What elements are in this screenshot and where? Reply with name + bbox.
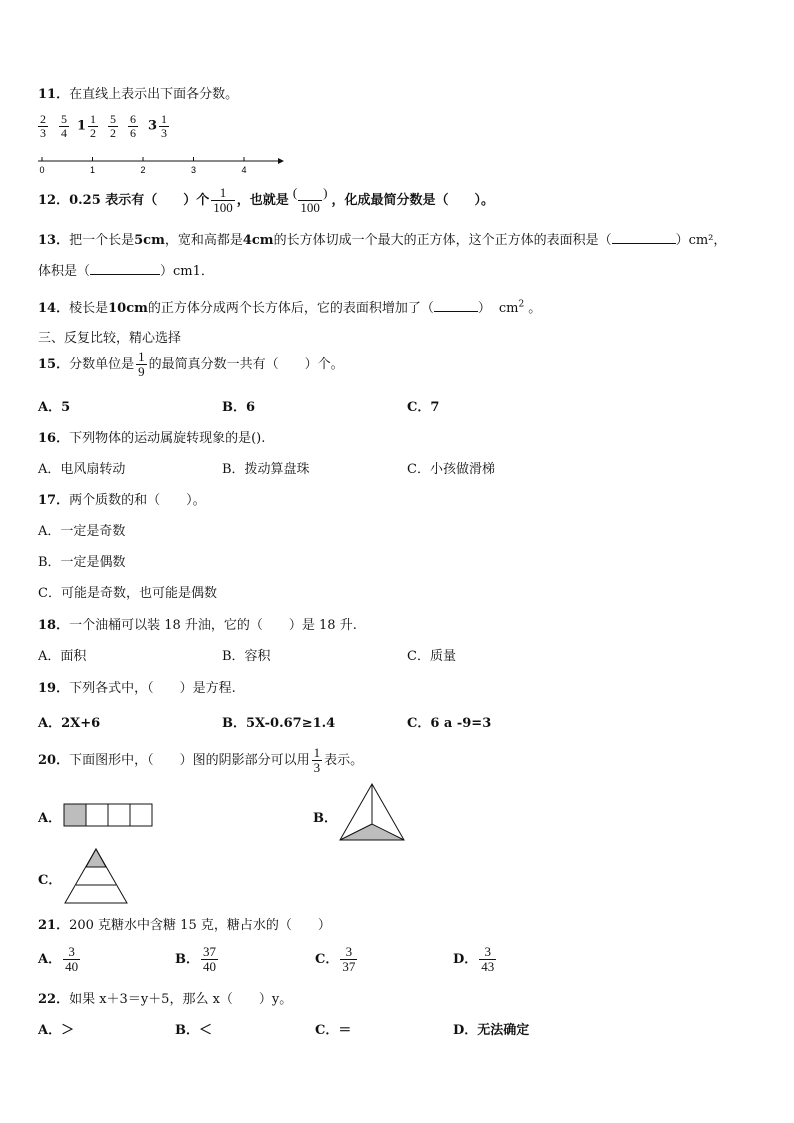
q16-option-c[interactable]: C．小孩做滑梯 xyxy=(407,462,495,477)
number-line-arrow xyxy=(278,158,284,164)
q20-option-a-label[interactable]: A． xyxy=(38,811,62,826)
q14-blank[interactable] xyxy=(434,311,478,312)
q13-blank-1[interactable] xyxy=(612,243,676,244)
q20-figure-c-shaded-part xyxy=(86,849,106,867)
q19-option-c[interactable]: C．6 a -9=3 xyxy=(407,716,492,731)
q22-option-c[interactable]: C．＝ xyxy=(315,1023,352,1038)
q20-figure-c[interactable] xyxy=(63,847,129,905)
q18-option-a[interactable]: A．面积 xyxy=(38,649,87,664)
q11-fraction-3: 1 $\frac{1}{2}$ xyxy=(77,112,97,140)
q17-option-c[interactable]: C．可能是奇数，也可能是偶数 xyxy=(38,586,217,601)
q17-option-a[interactable]: A．一定是奇数 xyxy=(38,524,126,539)
q19-option-b[interactable]: B．5X-0.67≥1.4 xyxy=(222,716,336,731)
q21-option-b[interactable]: B． $\frac{37}{40}$ xyxy=(175,944,216,974)
q15-option-a[interactable]: A．5 xyxy=(38,400,71,415)
q15-option-c[interactable]: C．7 xyxy=(407,400,440,415)
q15-option-b[interactable]: B．6 xyxy=(222,400,256,415)
q21-option-a[interactable]: A． $\frac{3}{40}$ xyxy=(38,944,79,974)
q21-option-d[interactable]: D． $\frac{3}{43}$ xyxy=(453,944,495,974)
q17-text: 17．两个质数的和（ ）。 xyxy=(38,493,206,508)
q20-figure-a[interactable] xyxy=(63,803,155,828)
q13-blank-2[interactable] xyxy=(90,274,160,275)
q11-fraction-5: $\frac{6}{6}$ xyxy=(130,112,136,140)
q18-option-b[interactable]: B．容积 xyxy=(222,649,271,664)
q20-figure-a-cell xyxy=(130,804,152,826)
q20-option-c-label[interactable]: C． xyxy=(38,873,62,888)
q20-figure-a-shaded-cell xyxy=(64,804,86,826)
number-line-tick-label: 3 xyxy=(190,165,197,175)
q21-text: 21．200 克糖水中含糖 15 克，糖占水的（ ） xyxy=(38,918,331,933)
q11-fraction-2: $\frac{5}{4}$ xyxy=(61,112,67,140)
q16-option-b[interactable]: B．拨动算盘珠 xyxy=(222,462,310,477)
number-line xyxy=(34,152,284,176)
number-line-tick-label: 1 xyxy=(89,165,96,175)
q11-text: 11．在直线上表示出下面各分数。 xyxy=(38,87,239,102)
q16-text: 16．下列物体的运动属旋转现象的是(). xyxy=(38,431,266,446)
q20-option-b-label[interactable]: B． xyxy=(313,811,337,826)
q14-text: 14．棱长是10cm的正方体分成两个长方体后，它的表面积增加了（ ） $cm^2$ 。 xyxy=(38,299,542,316)
q19-option-a[interactable]: A．2X+6 xyxy=(38,716,101,731)
number-line-tick-label: 2 xyxy=(140,165,146,175)
q13-line-2: 体积是（ ）cm1． xyxy=(38,264,214,279)
q18-option-c[interactable]: C．质量 xyxy=(407,649,456,664)
q16-option-a[interactable]: A．电风扇转动 xyxy=(38,462,126,477)
q20-figure-a-cell xyxy=(108,804,130,826)
q20-figure-a-cell xyxy=(86,804,108,826)
q22-option-d[interactable]: D．无法确定 xyxy=(453,1023,530,1038)
q13-line-1: 13．把一个长是5cm，宽和高都是4cm的长方体切成一个最大的正方体，这个正方体的表面积是（ ）cm²， xyxy=(38,233,727,248)
q20-figure-b[interactable] xyxy=(338,782,406,842)
q20-text: 20．下面图形中，（ ）图的阴影部分可以用 $\frac{1}{3}$ 表示。 xyxy=(38,745,364,775)
q22-text: 22．如果 x＋3＝y＋5，那么 x（ ）y。 xyxy=(38,992,293,1007)
q11-fraction-1: $\frac{2}{3}$ xyxy=(40,112,46,140)
q18-text: 18．一个油桶可以装 18 升油，它的（ ）是 18 升. xyxy=(38,618,357,633)
q22-option-b[interactable]: B．＜ xyxy=(175,1023,212,1038)
q12-text: 12．0.25 表示有（ ）个 $\frac{1}{100}$ ，也就是 $\frac{( )}{100}$ ，化成最简分数是（ ）。 xyxy=(38,185,494,215)
q11-fraction-6: 3 $\frac{1}{3}$ xyxy=(148,112,168,140)
q15-text: 15．分数单位是 $\frac{1}{9}$ 的最简真分数一共有（ ）个。 xyxy=(38,349,344,379)
q11-fraction-4: $\frac{5}{2}$ xyxy=(110,112,116,140)
q21-option-c[interactable]: C． $\frac{3}{37}$ xyxy=(315,944,356,974)
section-3-heading: 三、反复比较，精心选择 xyxy=(38,331,182,346)
q17-option-b[interactable]: B．一定是偶数 xyxy=(38,555,126,570)
number-line-tick-label: 0 xyxy=(39,165,45,175)
q19-text: 19．下列各式中，（ ）是方程. xyxy=(38,681,236,696)
q22-option-a[interactable]: A．＞ xyxy=(38,1023,75,1038)
number-line-tick-label: 4 xyxy=(241,165,247,175)
